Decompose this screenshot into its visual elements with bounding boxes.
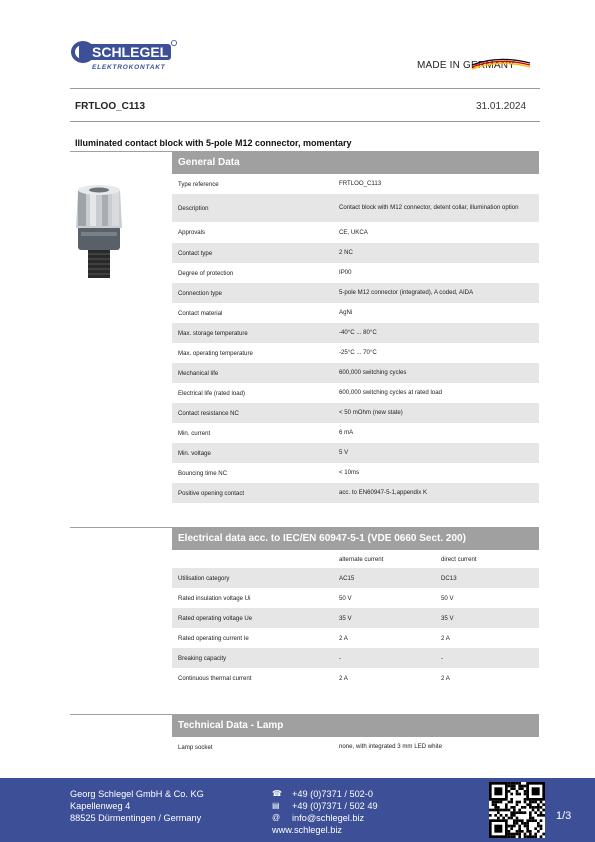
spec-value: < 50 mOhm (new state) <box>339 409 403 416</box>
spec-label: Description <box>178 204 209 212</box>
spec-label: Contact type <box>178 249 213 257</box>
spec-row <box>172 363 539 383</box>
electrical-row <box>172 648 539 668</box>
spec-label: Mechanical life <box>178 369 219 377</box>
spec-value: 600,000 switching cycles at rated load <box>339 389 442 396</box>
spec-row <box>172 343 539 363</box>
electrical-row <box>172 588 539 608</box>
spec-label: Connection type <box>178 289 223 297</box>
spec-value: FRTLOO_C113 <box>339 180 382 187</box>
electrical-ac-value: AC15 <box>339 574 355 582</box>
dc-column-label: direct current <box>441 555 477 563</box>
qr-code <box>489 782 545 838</box>
spec-value: Contact block with M12 connector, detent collar, illumination option <box>339 204 519 211</box>
german-flag-swoosh <box>470 56 532 70</box>
general-section-rule <box>70 151 172 152</box>
electrical-label: Continuous thermal current <box>178 674 252 682</box>
electrical-ac-value: 50 V <box>339 594 352 602</box>
spec-row <box>172 443 539 463</box>
spec-row <box>172 303 539 323</box>
electrical-label: Breaking capacity <box>178 654 227 662</box>
spec-row <box>172 194 539 222</box>
electrical-ac-value: 2 A <box>339 674 348 682</box>
email-link[interactable]: info@schlegel.biz <box>292 813 365 823</box>
electrical-ac-value: 35 V <box>339 614 352 622</box>
spec-label: Max. storage temperature <box>178 329 248 337</box>
spec-label: Min. current <box>178 429 211 437</box>
electrical-section-rule <box>70 527 172 528</box>
spec-row <box>172 323 539 343</box>
lamp-data-heading: Technical Data - Lamp <box>172 714 539 737</box>
spec-label: Approvals <box>178 229 206 236</box>
electrical-data-section <box>172 527 539 688</box>
spec-row <box>172 483 539 503</box>
electrical-row <box>172 628 539 648</box>
spec-value: acc. to EN60947-5-1,appendix K <box>339 489 428 496</box>
phone-number[interactable]: +49 (0)7371 / 502-0 <box>292 789 373 799</box>
company-name: Georg Schlegel GmbH & Co. KG <box>70 789 204 799</box>
spec-row <box>172 403 539 423</box>
schlegel-logo <box>70 38 180 72</box>
spec-row <box>172 383 539 403</box>
general-data-table <box>172 174 539 503</box>
spec-label: Contact material <box>178 309 223 317</box>
title-divider <box>70 121 540 122</box>
spec-row <box>172 423 539 443</box>
electrical-label: Rated insulation voltage Ui <box>178 594 251 602</box>
spec-row <box>172 243 539 263</box>
electrical-column-header <box>172 550 539 568</box>
electrical-dc-value: 2 A <box>441 634 450 642</box>
spec-label: Type reference <box>178 180 219 188</box>
electrical-label: Rated operating current Ie <box>178 634 249 642</box>
electrical-row <box>172 608 539 628</box>
spec-value: 5 V <box>339 449 349 456</box>
spec-label: Electrical life (rated load) <box>178 389 246 397</box>
company-street: Kapellenweg 4 <box>70 801 131 811</box>
page-title: Illuminated contact block with 5-pole M12 connector, momentary <box>75 138 352 148</box>
electrical-ac-value: 2 A <box>339 634 348 642</box>
electrical-label: Utilisation category <box>178 574 230 582</box>
electrical-row <box>172 568 539 588</box>
document-date: 31.01.2024 <box>476 101 527 112</box>
page-number: 1/3 <box>556 810 572 822</box>
electrical-row <box>172 668 539 688</box>
electrical-ac-value: - <box>339 654 342 662</box>
spec-row <box>172 263 539 283</box>
ac-column-label: alternate current <box>339 555 384 563</box>
product-image <box>64 182 134 282</box>
fax-icon: ▤ <box>272 801 280 810</box>
company-city: 88525 Dürmentingen / Germany <box>70 813 202 823</box>
spec-label: Max. operating temperature <box>178 349 253 357</box>
phone-icon: ☎ <box>272 789 282 798</box>
spec-value: 600,000 switching cycles <box>339 369 407 376</box>
electrical-dc-value: 2 A <box>441 674 450 682</box>
electrical-dc-value: 50 V <box>441 594 454 602</box>
electrical-dc-value: 35 V <box>441 614 454 622</box>
electrical-dc-value: - <box>441 654 444 662</box>
electrical-data-table <box>172 568 539 688</box>
general-data-section <box>172 151 539 503</box>
spec-value: 6 mA <box>339 429 354 436</box>
product-code: FRTLOO_C113 <box>75 101 146 112</box>
lamp-section-rule <box>70 714 172 715</box>
made-in-label: MADE IN GERMANY <box>417 60 516 71</box>
electrical-label: Rated operating voltage Ue <box>178 614 253 622</box>
electrical-dc-value: DC13 <box>441 574 457 582</box>
spec-value: 2 NC <box>339 249 353 256</box>
spec-value: -25°C ... 70°C <box>339 349 377 356</box>
header-divider <box>70 88 540 89</box>
lamp-label: Lamp socket <box>178 743 213 751</box>
electrical-data-heading: Electrical data acc. to IEC/EN 60947-5-1 (VDE 0660 Sect. 200) <box>172 527 539 550</box>
spec-value: CE, UKCA <box>339 228 368 236</box>
spec-value: 5-pole M12 connector (integrated), A coded, AIDA <box>339 289 474 296</box>
footer <box>0 778 595 842</box>
spec-label: Min. voltage <box>178 449 211 457</box>
spec-label: Degree of protection <box>178 269 234 277</box>
spec-row <box>172 463 539 483</box>
spec-value: -40°C ... 80°C <box>339 329 377 336</box>
svg-text:ELEKTROKONTAKT: ELEKTROKONTAKT <box>92 64 166 71</box>
lamp-data-table <box>172 737 539 757</box>
company-address <box>70 788 204 824</box>
lamp-data-section <box>172 714 539 757</box>
spec-label: Contact resistance NC <box>178 409 239 417</box>
spec-value: IP00 <box>339 269 352 276</box>
spec-label: Positive opening contact <box>178 489 245 497</box>
email-icon: @ <box>272 813 281 822</box>
svg-text:SCHLEGEL: SCHLEGEL <box>92 44 169 60</box>
general-data-heading: General Data <box>172 151 539 174</box>
fax-number: +49 (0)7371 / 502 49 <box>292 801 378 811</box>
lamp-value: none, with integrated 3 mm LED white <box>339 743 442 750</box>
spec-label: Bouncing time NC <box>178 469 228 477</box>
spec-row <box>172 222 539 243</box>
spec-row <box>172 283 539 303</box>
spec-value: AgNi <box>339 309 353 316</box>
website-link[interactable]: www.schlegel.biz <box>272 825 342 835</box>
spec-value: < 10ms <box>339 469 360 476</box>
spec-row <box>172 174 539 194</box>
company-contact <box>272 788 378 836</box>
lamp-row <box>172 737 539 757</box>
